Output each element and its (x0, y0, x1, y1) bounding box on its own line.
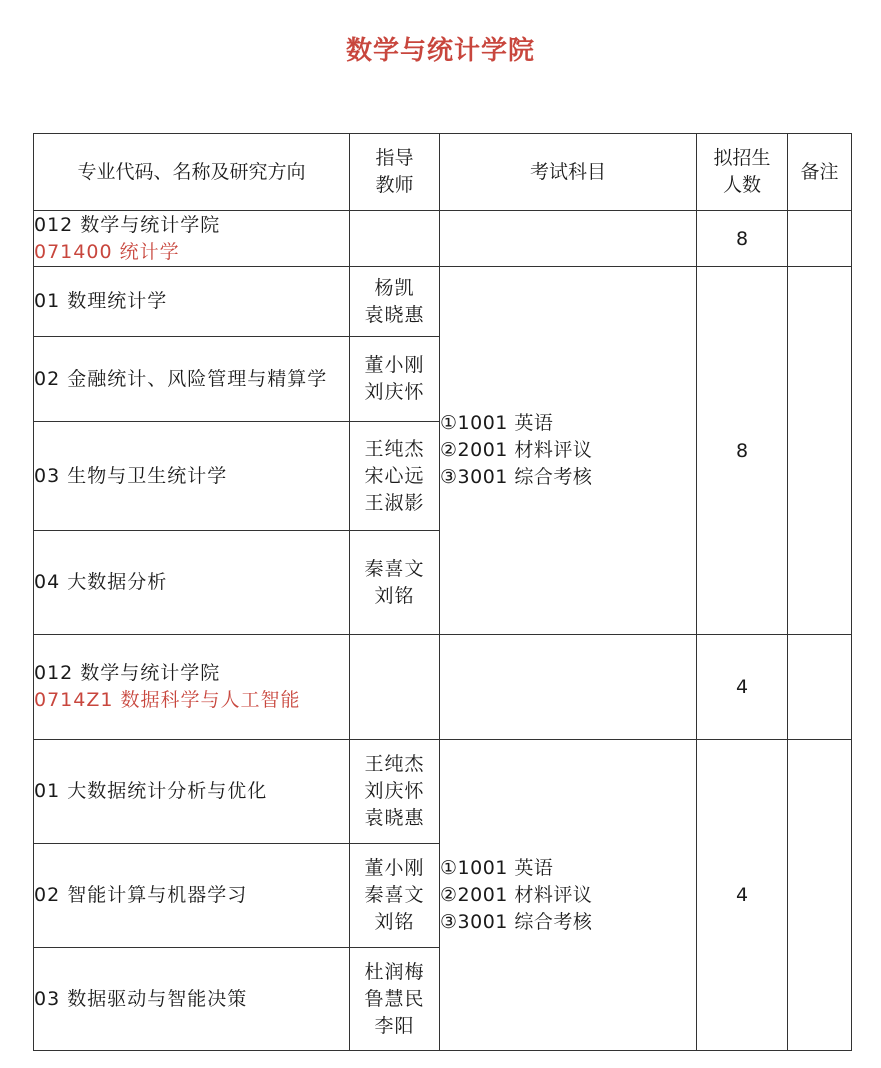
tutor-name: 秦喜文 (364, 884, 425, 906)
group-note-cell (788, 740, 852, 1051)
tutor-name: 刘铭 (374, 911, 415, 933)
header-direction: 专业代码、名称及研究方向 (34, 134, 350, 211)
enrollment-table (33, 133, 852, 1051)
tutor-name: 刘庆怀 (364, 381, 425, 403)
page-title: 数学与统计学院 (345, 36, 535, 66)
exam-subjects (440, 267, 697, 635)
exam-item: ②2001 材料评议 (440, 883, 593, 906)
tutor-name: 董小刚 (364, 354, 425, 376)
tutor-name: 袁晓惠 (364, 303, 425, 326)
tutor-name: 刘庆怀 (364, 780, 425, 802)
program-major: 071400 统计学 (34, 240, 180, 263)
program-tutor-cell (350, 635, 440, 740)
direction-name: 01 大数据统计分析与优化 (34, 740, 350, 844)
direction-name: 03 生物与卫生统计学 (34, 422, 350, 531)
header-exam: 考试科目 (440, 134, 697, 211)
header-tutor-line1: 指导 (375, 147, 414, 169)
program-exam-cell (440, 211, 697, 267)
exam-item: ①1001 英语 (440, 856, 554, 879)
program-exam-cell (440, 635, 697, 740)
direction-name: 04 大数据分析 (34, 531, 350, 635)
direction-tutors (350, 948, 440, 1051)
direction-name: 02 智能计算与机器学习 (34, 844, 350, 948)
table-header-row (34, 134, 852, 211)
program-major: 0714Z1 数据科学与人工智能 (34, 689, 301, 711)
direction-row (34, 267, 852, 337)
tutor-name: 杜润梅 (364, 960, 425, 983)
header-quota (697, 134, 788, 211)
direction-name: 01 数理统计学 (34, 267, 350, 337)
group-quota: 4 (697, 740, 788, 1051)
header-quota-line2: 人数 (722, 174, 761, 196)
tutor-name: 董小刚 (364, 857, 425, 879)
tutor-name: 宋心远 (364, 464, 425, 487)
exam-item: ③3001 综合考核 (440, 466, 593, 488)
program-quota: 8 (697, 211, 788, 267)
program-note-cell (788, 635, 852, 740)
tutor-name: 王纯杰 (364, 437, 425, 460)
group-note-cell (788, 267, 852, 635)
group-quota: 8 (697, 267, 788, 635)
direction-tutors (350, 422, 440, 531)
direction-name: 03 数据驱动与智能决策 (34, 948, 350, 1051)
program-row (34, 635, 852, 740)
direction-row (34, 740, 852, 844)
tutor-name: 袁晓惠 (364, 807, 425, 829)
tutor-name: 杨凯 (374, 276, 415, 299)
tutor-name: 秦喜文 (364, 557, 425, 580)
exam-item: ②2001 材料评议 (440, 439, 593, 461)
direction-name: 02 金融统计、风险管理与精算学 (34, 337, 350, 422)
exam-subjects (440, 740, 697, 1051)
header-quota-line1: 拟招生 (713, 147, 771, 169)
direction-tutors (350, 531, 440, 635)
direction-tutors (350, 844, 440, 948)
exam-item: ①1001 英语 (440, 412, 554, 434)
direction-tutors (350, 337, 440, 422)
header-tutor (350, 134, 440, 211)
header-note: 备注 (788, 134, 852, 211)
tutor-name: 王淑影 (364, 491, 425, 514)
program-quota: 4 (697, 635, 788, 740)
header-tutor-line2: 教师 (375, 174, 414, 196)
direction-tutors (350, 267, 440, 337)
tutor-name: 李阳 (374, 1014, 415, 1037)
program-cell (34, 211, 350, 267)
program-dept: 012 数学与统计学院 (34, 662, 221, 684)
program-dept: 012 数学与统计学院 (34, 213, 221, 236)
tutor-name: 鲁慧民 (364, 987, 425, 1010)
program-row (34, 211, 852, 267)
tutor-name: 刘铭 (374, 584, 415, 607)
program-cell (34, 635, 350, 740)
tutor-name: 王纯杰 (364, 753, 425, 775)
exam-item: ③3001 综合考核 (440, 910, 593, 933)
program-tutor-cell (350, 211, 440, 267)
direction-tutors (350, 740, 440, 844)
program-note-cell (788, 211, 852, 267)
